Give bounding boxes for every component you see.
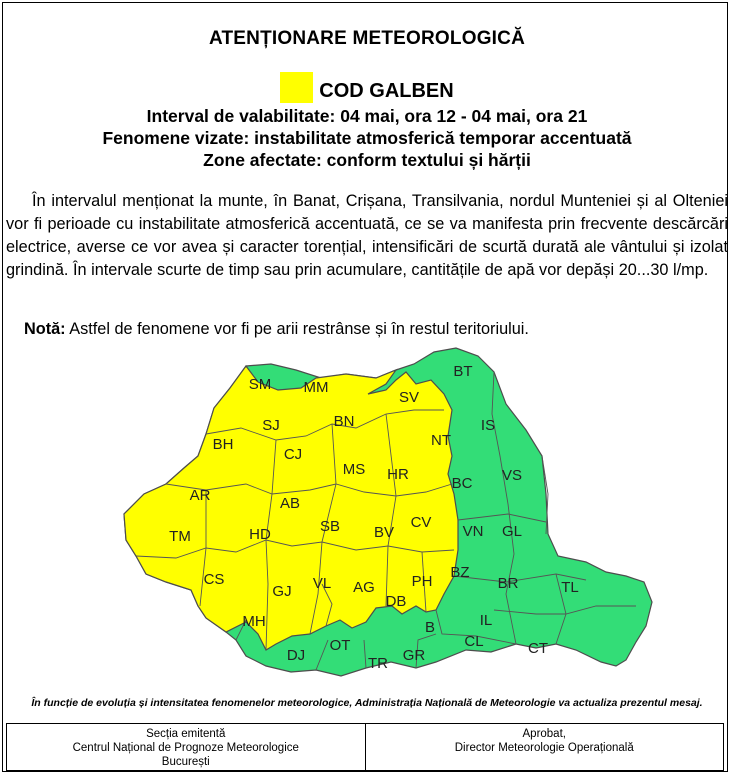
county-label-sb: SB [319, 518, 341, 535]
signature-table [6, 723, 724, 771]
county-label-b: B [424, 619, 436, 636]
county-label-tm: TM [169, 528, 191, 545]
issuing-city: București [161, 756, 210, 768]
county-label-bz: BZ [450, 564, 470, 581]
zones-line: Zone afectate: conform textului și hărții [203, 150, 531, 170]
county-label-db: DB [385, 593, 407, 610]
approval-label: Aprobat, [522, 728, 566, 740]
page-title: ATENȚIONARE METEOROLOGICĂ [208, 28, 526, 49]
county-label-gj: GJ [272, 583, 292, 600]
county-label-is: IS [480, 417, 496, 434]
county-label-dj: DJ [286, 647, 306, 664]
issuing-center-name: Centrul Național de Prognoze Meteorologice [72, 742, 299, 754]
county-label-sm: SM [248, 376, 272, 393]
county-label-ms: MS [342, 461, 366, 478]
approval-cell [365, 724, 724, 770]
validity-interval: Interval de valabilitate: 04 mai, ora 12 - 04 mai, ora 21 [146, 106, 588, 126]
county-label-vs: VS [501, 467, 523, 484]
county-label-sv: SV [398, 389, 420, 406]
county-label-bt: BT [453, 363, 473, 380]
approver-title: Director Meteorologie Operațională [454, 742, 634, 754]
county-label-bc: BC [451, 475, 473, 492]
county-label-hd: HD [249, 526, 271, 543]
county-label-bn: BN [333, 413, 355, 430]
note-label: Notă: [24, 320, 66, 338]
county-label-hr: HR [387, 466, 409, 483]
note [24, 320, 529, 339]
county-label-ar: AR [189, 487, 211, 504]
footnote: În funcție de evoluția și intensitatea fenomenelor meteorologice, Administrația Națională de Meteorologie va actualiza prezentul mesaj. [31, 697, 703, 709]
county-label-il: IL [479, 612, 493, 629]
county-label-ct: CT [528, 640, 548, 657]
county-label-bv: BV [373, 524, 395, 541]
county-label-gr: GR [402, 647, 426, 664]
county-label-mm: MM [303, 379, 329, 396]
county-label-cj: CJ [283, 446, 303, 463]
county-label-cl: CL [464, 633, 484, 650]
warning-code [0, 72, 734, 103]
county-label-sj: SJ [262, 417, 280, 434]
phenomena-line: Fenomene vizate: instabilitate atmosferică temporar accentuată [102, 128, 632, 148]
county-label-tr: TR [368, 655, 388, 672]
county-label-bh: BH [212, 436, 234, 453]
county-label-vn: VN [462, 523, 484, 540]
county-label-vl: VL [312, 575, 332, 592]
county-label-ph: PH [411, 573, 433, 590]
note-text: Astfel de fenomene vor fi pe arii restrânse și în restul teritoriului. [69, 320, 529, 338]
warning-code-label: COD GALBEN [319, 80, 454, 102]
issuing-section-cell [7, 724, 365, 770]
warning-body-text: În intervalul menționat la munte, în Banat, Crișana, Transilvania, nordul Munteniei și al Olteniei vor fi perioade cu instabilitate atmosferică accentuată, ce se va manifesta prin frecvente descărcări electrice, averse ce vor avea și caracter torențial, intensificări de scurtă durată ale vântului și izolat grindină. În intervale scurte de timp sau prin acumulare, cantitățile de apă vor depăși 20...30 l/mp. [6, 192, 728, 279]
issuing-section-label: Secția emitentă [146, 728, 226, 740]
county-label-mh: MH [242, 613, 266, 630]
county-label-cs: CS [203, 571, 225, 588]
county-label-ot: OT [329, 637, 351, 654]
county-label-tl: TL [561, 579, 579, 596]
county-label-nt: NT [431, 432, 451, 449]
county-label-br: BR [497, 575, 519, 592]
county-label-ab: AB [279, 495, 301, 512]
county-label-cv: CV [410, 514, 432, 531]
county-label-gl: GL [501, 523, 523, 540]
county-label-ag: AG [353, 579, 375, 596]
yellow-code-swatch [280, 72, 313, 103]
romania-warning-map [96, 344, 660, 696]
